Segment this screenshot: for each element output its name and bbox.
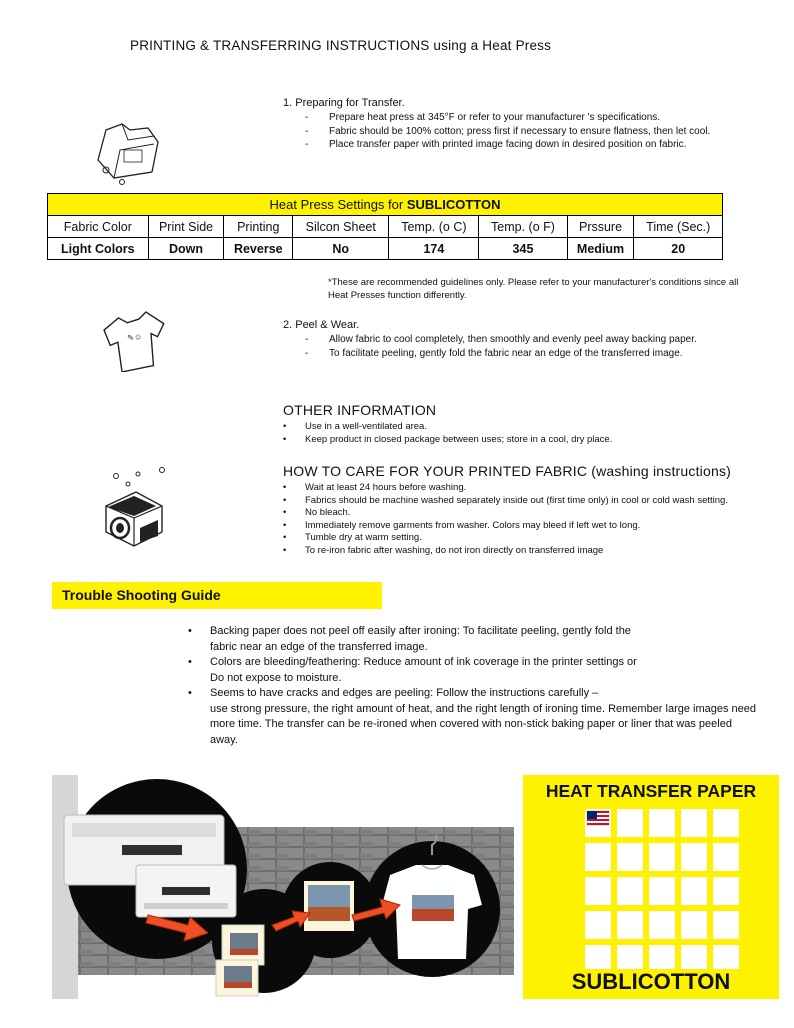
trouble-lead: Colors are bleeding/feathering:	[210, 656, 361, 668]
step-1-heading: 1. Preparing for Transfer.	[283, 97, 405, 109]
trouble-continuation: fabric near an edge of the transferred image.	[210, 640, 428, 653]
table-header: Prssure	[567, 216, 634, 238]
t-shirt-icon	[98, 310, 170, 372]
table-cell: Reverse	[224, 238, 293, 260]
table-header: Temp. (o C)	[389, 216, 479, 238]
trouble-text: Follow the instructions carefully –	[433, 687, 599, 699]
care-instructions-section	[283, 463, 753, 557]
step-2-item: - To facilitate peeling, gently fold the fabric near an edge of the transferred image.	[305, 347, 753, 361]
table-cell: 345	[479, 238, 567, 260]
us-flag-icon	[587, 811, 609, 825]
panel-brand: SUBLICOTTON	[571, 969, 731, 994]
table-caption	[48, 194, 723, 216]
table-row	[48, 238, 723, 260]
washing-machine-icon	[96, 466, 174, 548]
table-cell: Medium	[567, 238, 634, 260]
care-item: • Wait at least 24 hours before washing.	[283, 482, 753, 495]
table-cell: No	[293, 238, 389, 260]
table-header: Fabric Color	[48, 216, 149, 238]
panel-title: HEAT TRANSFER PAPER	[545, 781, 757, 801]
trouble-item	[188, 624, 758, 655]
folded-shirt-icon	[92, 120, 164, 186]
page-title: PRINTING & TRANSFERRING INSTRUCTIONS using a Heat Press	[130, 38, 552, 53]
trouble-lead: Seems to have cracks and edges are peeling:	[210, 687, 434, 699]
step-1-section	[283, 96, 753, 152]
care-item: • No bleach.	[283, 507, 753, 520]
other-information-heading: OTHER INFORMATION	[283, 402, 437, 418]
table-header: Print Side	[148, 216, 224, 238]
trouble-lead: Backing paper does not peel off easily after ironing:	[210, 625, 460, 637]
trouble-text: To facilitate peeling, gently fold the	[459, 625, 631, 637]
trouble-item	[188, 686, 758, 748]
table-cell: Light Colors	[48, 238, 149, 260]
table-header-row	[48, 216, 723, 238]
table-caption-brand: SUBLICOTTON	[406, 197, 501, 212]
table-cell: 174	[389, 238, 479, 260]
care-item: • Tumble dry at warm setting.	[283, 532, 753, 545]
heat-transfer-paper-panel	[523, 775, 779, 999]
trouble-continuation: Do not expose to moisture.	[210, 671, 342, 684]
table-cell: Down	[148, 238, 224, 260]
transfer-process-illustration	[52, 775, 514, 999]
care-item: • Immediately remove garments from washer. Colors may bleed if left wet to long.	[283, 520, 753, 533]
trouble-shooting-banner: Trouble Shooting Guide	[52, 582, 382, 609]
heat-press-settings-table	[47, 193, 723, 260]
care-item: • To re-iron fabric after washing, do not iron directly on transferred image	[283, 545, 753, 558]
step-1-item: - Place transfer paper with printed image facing down in desired position on fabric.	[305, 138, 753, 152]
other-information-item: • Keep product in closed package between uses; store in a cool, dry place.	[283, 434, 753, 447]
sheet-grid	[585, 809, 777, 973]
step-2-section	[283, 318, 753, 360]
svg-text:✎☺: ✎☺	[126, 331, 143, 343]
guidelines-note: *These are recommended guidelines only. Please refer to your manufacturer's conditions since all Heat Presses function differently.	[328, 277, 739, 301]
trouble-text: Reduce amount of ink coverage in the printer settings or	[360, 656, 637, 668]
step-1-item: - Fabric should be 100% cotton; press first if necessary to ensure flatness, then let cool.	[305, 125, 753, 139]
trouble-continuation: use strong pressure, the right amount of heat, and the right length of ironing time. Remember large images need more time. The transfer can be re-ironed when covered with non-stick baking paper or liner that was peeled away.	[210, 702, 757, 746]
table-header: Printing	[224, 216, 293, 238]
table-header: Silcon Sheet	[293, 216, 389, 238]
step-2-heading: 2. Peel & Wear.	[283, 319, 360, 331]
other-information-section	[283, 402, 753, 446]
table-cell: 20	[634, 238, 723, 260]
care-instructions-heading: HOW TO CARE FOR YOUR PRINTED FABRIC (washing instructions)	[283, 463, 732, 479]
table-caption-prefix: Heat Press Settings for	[269, 197, 407, 212]
table-header: Temp. (o F)	[479, 216, 567, 238]
step-1-item: - Prepare heat press at 345°F or refer to your manufacturer 's specifications.	[305, 111, 753, 125]
other-information-item: • Use in a well-ventilated area.	[283, 421, 753, 434]
trouble-shooting-list	[188, 624, 758, 748]
trouble-item	[188, 655, 758, 686]
care-item: • Fabrics should be machine washed separately inside out (first time only) in cool or cold wash setting.	[283, 495, 753, 508]
table-header: Time (Sec.)	[634, 216, 723, 238]
step-2-item: - Allow fabric to cool completely, then smoothly and evenly peel away backing paper.	[305, 333, 753, 347]
